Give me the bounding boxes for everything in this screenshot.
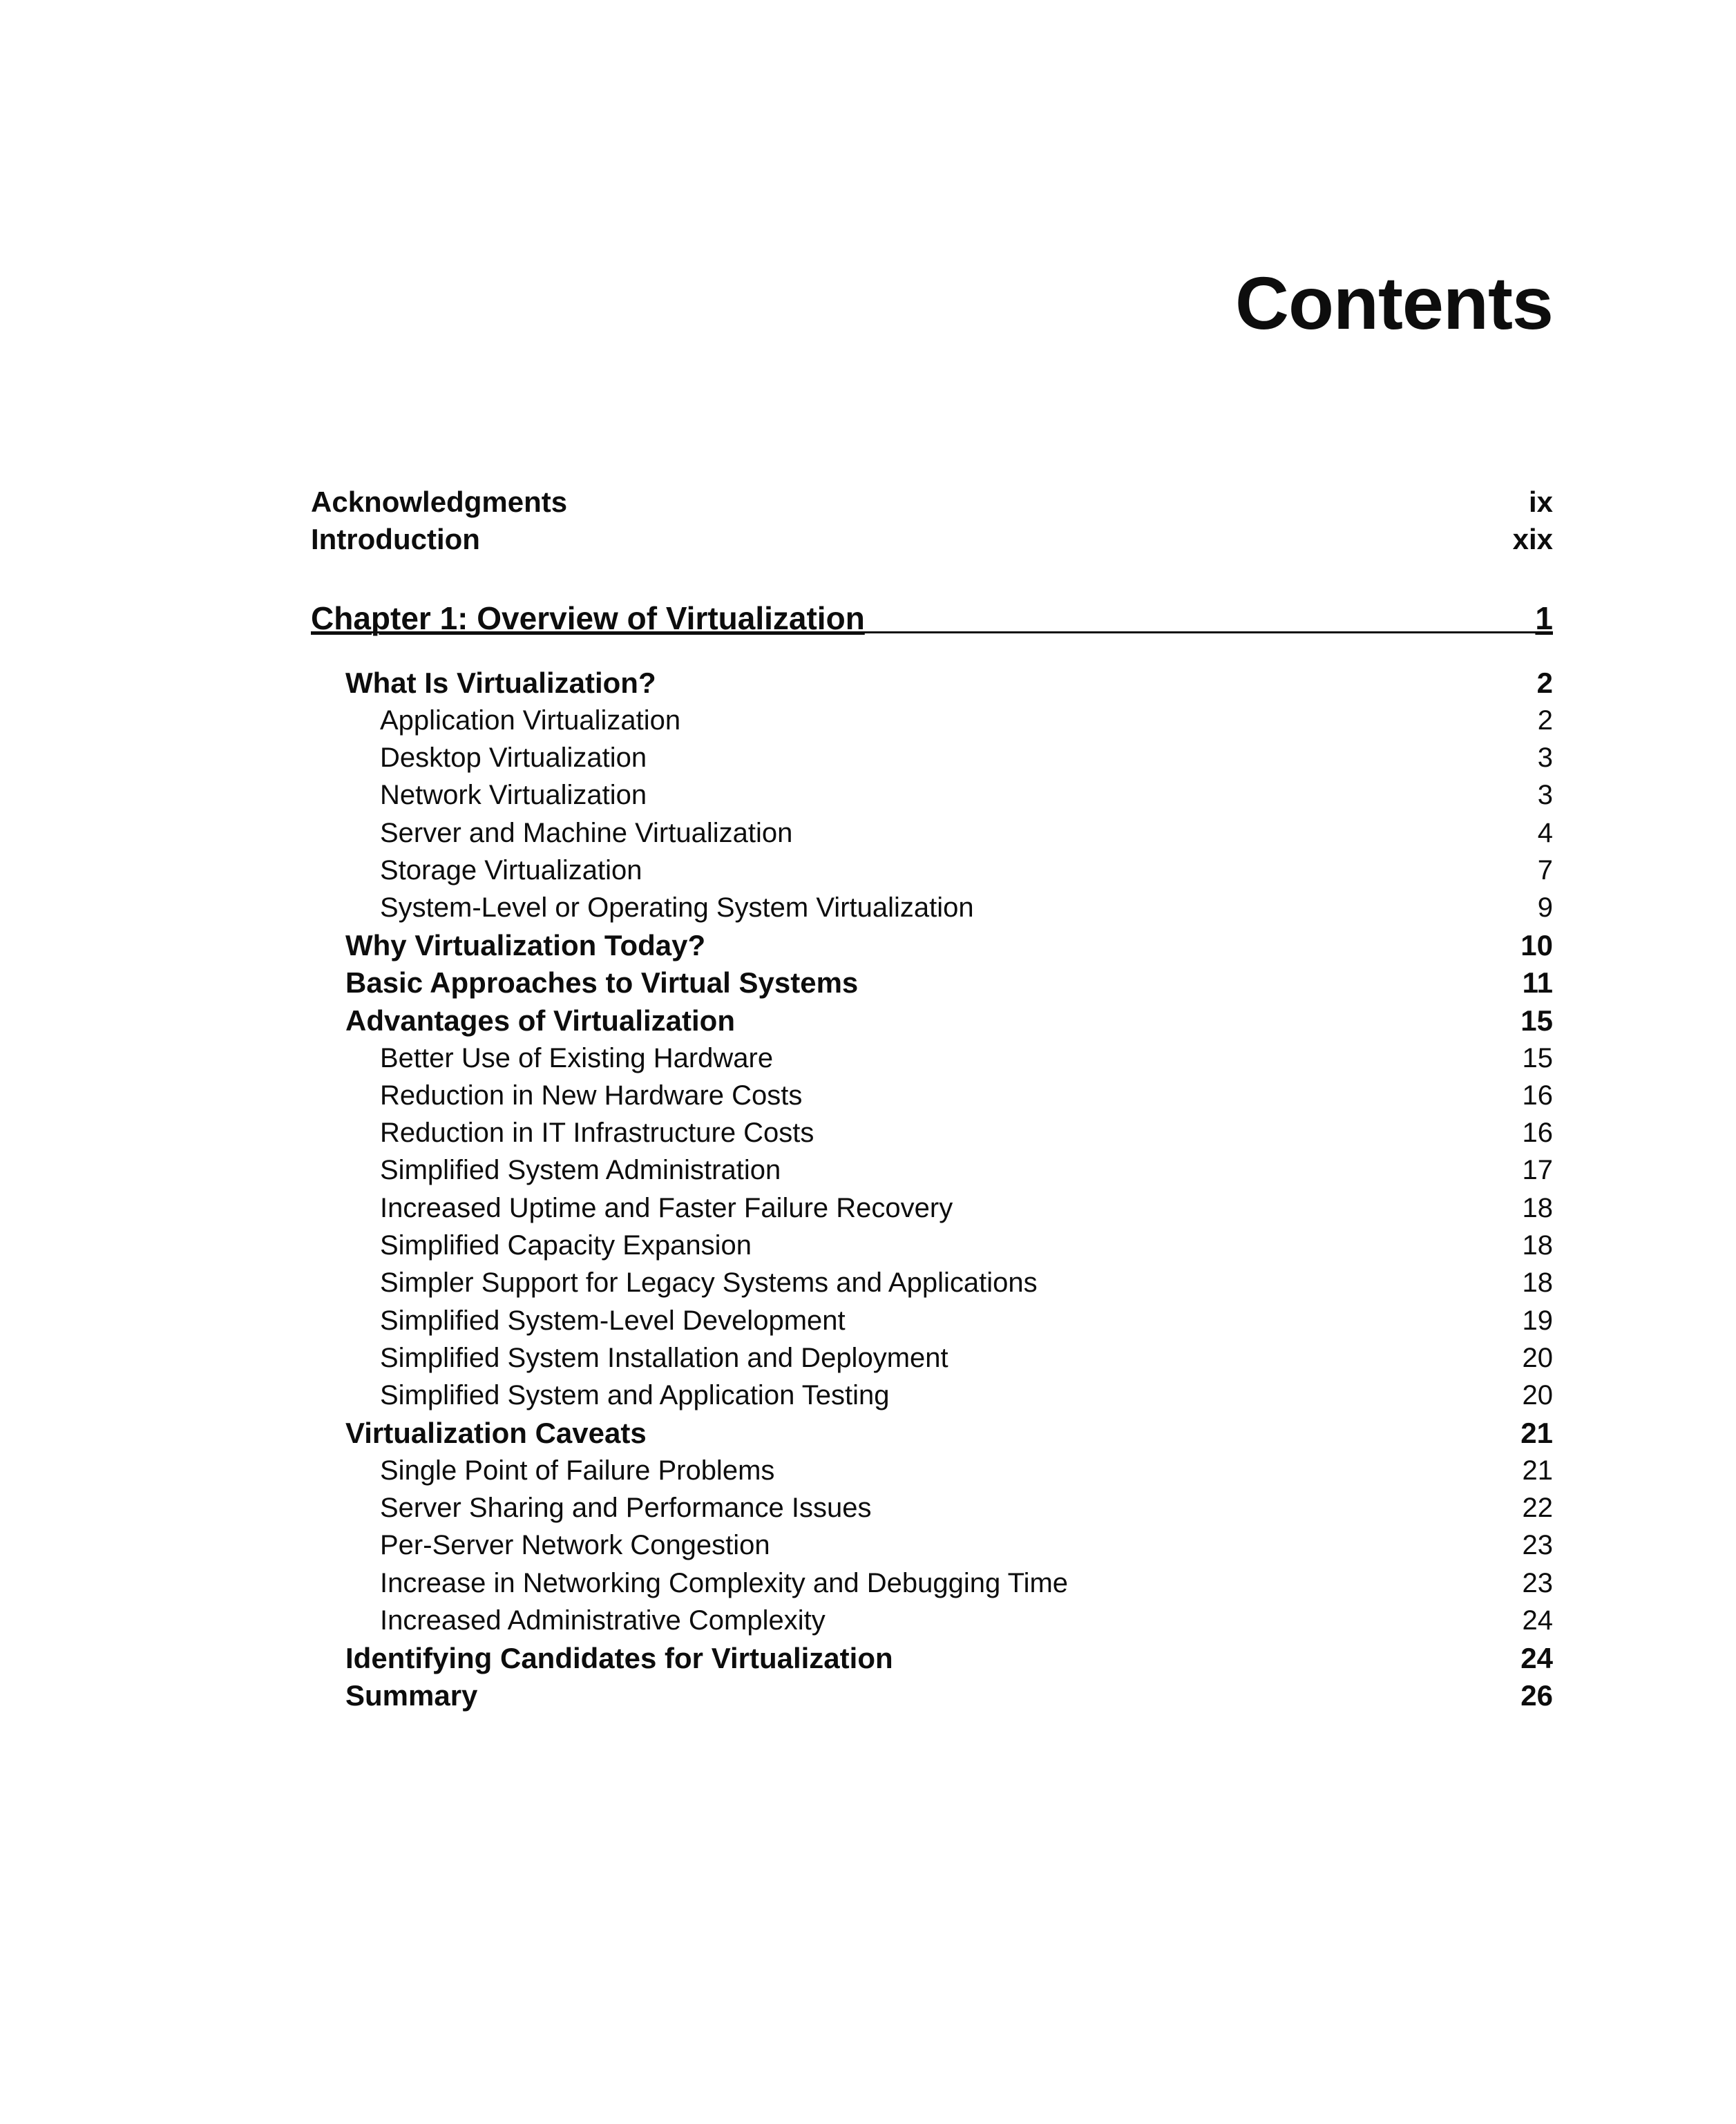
toc-entry-page-number: 2	[1536, 667, 1553, 699]
toc-entry-page-number: 21	[1520, 1417, 1553, 1449]
toc-section-entry[interactable]	[311, 964, 1553, 1002]
toc-section-entry[interactable]	[311, 1415, 1553, 1452]
toc-subsection-entry[interactable]	[311, 890, 1553, 927]
toc-subsection-entry[interactable]	[311, 1115, 1553, 1152]
toc-entry-label: Acknowledgments	[311, 486, 568, 518]
toc-entry-label: Increased Uptime and Faster Failure Recovery	[380, 1192, 953, 1223]
toc-entry-label: Network Virtualization	[380, 780, 647, 811]
toc-entry-label: Storage Virtualization	[380, 855, 642, 886]
toc-entry-label: Per-Server Network Congestion	[380, 1530, 770, 1561]
toc-subsection-entry[interactable]	[311, 814, 1553, 852]
chapter-page-number: 1	[1535, 600, 1553, 636]
toc-entry-label: Reduction in New Hardware Costs	[380, 1080, 803, 1111]
toc-subsection-entry[interactable]	[311, 1189, 1553, 1227]
toc-section-entry[interactable]	[311, 927, 1553, 964]
toc-entry-page-number: 4	[1537, 817, 1553, 848]
toc-entry-label: Simplified System Installation and Deployment	[380, 1342, 948, 1373]
toc-section-entry[interactable]	[311, 1677, 1553, 1714]
toc-entry-page-number: 3	[1537, 743, 1553, 774]
toc-entry-page-number: 20	[1522, 1380, 1553, 1411]
toc-entry-page-number: 16	[1522, 1118, 1553, 1149]
toc-subsection-entry[interactable]	[311, 1452, 1553, 1489]
toc-subsection-entry[interactable]	[311, 1077, 1553, 1114]
toc-entry-label: Single Point of Failure Problems	[380, 1455, 775, 1486]
toc-entry-page-number: 2	[1537, 705, 1553, 736]
toc-entry-page-number: 18	[1522, 1267, 1553, 1299]
toc-section-entry[interactable]	[311, 1002, 1553, 1040]
toc-entry-page-number: 19	[1522, 1305, 1553, 1336]
toc-subsection-entry[interactable]	[311, 1377, 1553, 1415]
toc-entry-page-number: 16	[1522, 1080, 1553, 1111]
chapter-underline-rule	[311, 631, 1553, 633]
toc-subsection-entry[interactable]	[311, 1565, 1553, 1602]
toc-subsection-entry[interactable]	[311, 1152, 1553, 1189]
toc-subsection-entry[interactable]	[311, 1602, 1553, 1640]
toc-entry-label: System-Level or Operating System Virtualization	[380, 892, 974, 924]
toc-entry-page-number: 26	[1520, 1679, 1553, 1712]
toc-entry-page-number: 22	[1522, 1493, 1553, 1524]
toc-entry-page-number: 18	[1522, 1192, 1553, 1223]
toc-entry-page-number: 21	[1522, 1455, 1553, 1486]
toc-entry-label: Introduction	[311, 523, 480, 555]
toc-entry-label: Basic Approaches to Virtual Systems	[345, 966, 859, 999]
toc-entry-page-number: 11	[1522, 966, 1553, 999]
toc-subsection-entry[interactable]	[311, 852, 1553, 890]
toc-entry-label: Server Sharing and Performance Issues	[380, 1493, 872, 1524]
toc-entry-page-number: 15	[1522, 1042, 1553, 1073]
toc-entry-page-number: 20	[1522, 1342, 1553, 1373]
toc-entry-label: Desktop Virtualization	[380, 743, 647, 774]
toc-entry-label: Advantages of Virtualization	[345, 1004, 735, 1037]
toc-entry-page-number: 18	[1522, 1230, 1553, 1261]
toc-entry-introduction[interactable]	[311, 521, 1553, 558]
toc-subsection-entry[interactable]	[311, 740, 1553, 777]
toc-subsection-entry[interactable]	[311, 1265, 1553, 1302]
toc-section-entry[interactable]	[311, 664, 1553, 702]
toc-entry-page-number: 23	[1522, 1530, 1553, 1561]
toc-subsection-entry[interactable]	[311, 1527, 1553, 1565]
toc-entry-page-number: 9	[1537, 892, 1553, 924]
toc-entry-label: Simplified System and Application Testing	[380, 1380, 890, 1411]
toc-entry-page-number: 10	[1520, 929, 1553, 962]
toc-entry-page-number: 3	[1537, 780, 1553, 811]
toc-entry-label: Summary	[345, 1679, 478, 1712]
toc-subsection-entry[interactable]	[311, 1302, 1553, 1339]
toc-entry-label: Application Virtualization	[380, 705, 681, 736]
toc-entry-label: Identifying Candidates for Virtualization	[345, 1641, 893, 1674]
toc-entry-label: Server and Machine Virtualization	[380, 817, 793, 848]
toc-subsection-entry[interactable]	[311, 702, 1553, 739]
toc-subsection-entry[interactable]	[311, 1339, 1553, 1377]
toc-entry-label: Simplified System Administration	[380, 1155, 781, 1186]
toc-entry-label: Reduction in IT Infrastructure Costs	[380, 1118, 814, 1149]
toc-entry-label: What Is Virtualization?	[345, 667, 656, 699]
toc-subsection-entry[interactable]	[311, 777, 1553, 814]
chapter-title: Chapter 1: Overview of Virtualization	[311, 600, 865, 636]
toc-subsection-entry[interactable]	[311, 1227, 1553, 1265]
toc-entry-page-number: 7	[1537, 855, 1553, 886]
toc-entry-label: Simplified Capacity Expansion	[380, 1230, 752, 1261]
toc-entry-label: Increase in Networking Complexity and Debugging Time	[380, 1567, 1069, 1598]
toc-entry-label: Why Virtualization Today?	[345, 929, 706, 962]
toc-entry-page-number: 15	[1520, 1004, 1553, 1037]
toc-entry-page-number: 17	[1522, 1155, 1553, 1186]
toc-subsection-entry[interactable]	[311, 1490, 1553, 1527]
toc-entry-label: Virtualization Caveats	[345, 1417, 647, 1449]
toc-entry-page-number: 23	[1522, 1567, 1553, 1598]
toc-entry-acknowledgments[interactable]	[311, 484, 1553, 521]
toc-entry-label: Simplified System-Level Development	[380, 1305, 846, 1336]
toc-entry-label: Simpler Support for Legacy Systems and Applications	[380, 1267, 1038, 1299]
toc-entry-page-number: xix	[1512, 523, 1553, 555]
toc-section-entry[interactable]	[311, 1640, 1553, 1677]
toc-entry-label: Increased Administrative Complexity	[380, 1605, 826, 1636]
toc-entry-page-number: 24	[1522, 1605, 1553, 1636]
toc-subsection-entry[interactable]	[311, 1040, 1553, 1077]
toc-entry-page-number: 24	[1520, 1641, 1553, 1674]
page-title: Contents	[1235, 261, 1553, 345]
toc-entry-page-number: ix	[1528, 486, 1553, 518]
toc-entry-label: Better Use of Existing Hardware	[380, 1042, 774, 1073]
